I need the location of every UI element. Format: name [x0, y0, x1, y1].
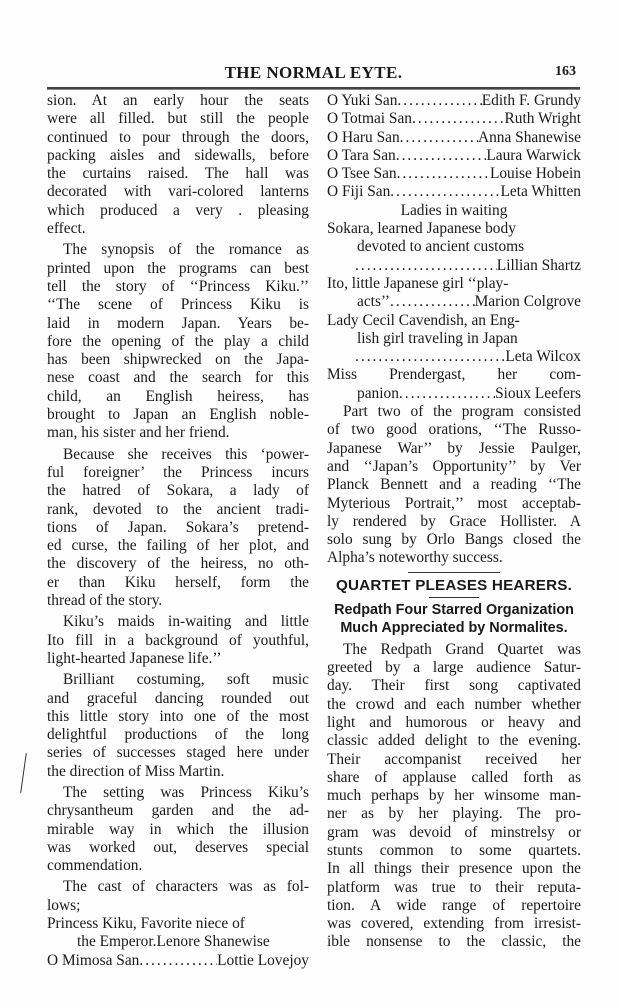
- paragraph-costuming: [47, 671, 309, 781]
- text-line: ful foreigner’ the Princess incurs: [47, 463, 309, 481]
- paragraph-setting: [47, 784, 309, 875]
- text-line: The synopsis of the romance as: [63, 241, 309, 259]
- headline-divider: [429, 597, 479, 598]
- cast-entry: [327, 183, 581, 201]
- left-column: [47, 92, 309, 970]
- cast-role: O Tara San: [327, 146, 396, 164]
- text-line: thread of the story.: [47, 592, 163, 610]
- text-line: decorated with vari-colored lanterns: [47, 183, 309, 201]
- text-line: ed curse, the failing of her plot, and: [47, 537, 309, 555]
- cast-entry: [327, 110, 581, 128]
- article-body: [327, 641, 581, 952]
- text-line: ‘‘The scene of Princess Kiku is: [47, 296, 309, 314]
- section-divider: [408, 572, 500, 573]
- cast-group-label: Ladies in waiting: [400, 201, 508, 219]
- text-line: Brilliant costuming, soft music: [63, 671, 309, 689]
- text-line: day. Their first song captivated: [327, 677, 581, 695]
- text-line: The setting was Princess Kiku’s: [63, 783, 309, 801]
- text-line: effect.: [47, 220, 86, 238]
- cast-role: Sokara, learned Japanese body: [327, 220, 516, 238]
- journal-title: THE NORMAL EYTE.: [224, 63, 403, 82]
- header-rule: [47, 87, 580, 90]
- text-line: platform was true to their reputa-: [327, 878, 581, 896]
- cast-entry-sokara: [327, 220, 581, 275]
- text-line: ible nonsense to the classic, the: [327, 933, 581, 951]
- paragraph-synopsis: [47, 241, 309, 442]
- cast-role: panion: [357, 384, 399, 402]
- text-line: was worked out, deserves special: [47, 838, 309, 856]
- leader-dots: [139, 952, 217, 970]
- text-line: much perhaps by her winsome man-: [327, 787, 581, 805]
- text-line: delightful productions of the long: [47, 726, 309, 744]
- cast-line: [327, 385, 581, 403]
- text-line: greeted by a large audience Satur-: [327, 659, 581, 677]
- text-line: and ‘‘Japan’s Opportunity’’ by Ver: [327, 457, 581, 475]
- text-line: Myterious Portrait,’’ most acceptab-: [327, 494, 581, 512]
- cast-role: O Yuki San: [327, 92, 398, 109]
- text-line: gram was devoid of minstrelsy or: [327, 823, 581, 841]
- cast-role: O Fiji San: [327, 183, 391, 201]
- text-line: which produced a very . pleasing: [47, 201, 309, 219]
- cast-entry-lady-cecil: [327, 312, 581, 367]
- cast-actor: Anna Shanewise: [477, 128, 581, 146]
- text-line: light and humorous or heavy and: [327, 713, 581, 731]
- page-number: 163: [555, 64, 576, 79]
- running-head: [47, 63, 580, 85]
- cast-role: Lady Cecil Cavendish, an Eng-: [327, 311, 520, 329]
- text-line: brought to Japan an English noble-: [47, 406, 309, 424]
- text-line: Japanese War’’ by Jessie Paulger,: [327, 439, 581, 457]
- text-line: nese coast and the search for this: [47, 369, 309, 387]
- cast-actor: Lenore Shanewise: [156, 933, 270, 951]
- text-line: of two good orations, ‘‘The Russo-: [327, 421, 581, 439]
- text-line: er than Kiku herself, form the: [47, 573, 309, 591]
- leader-dots: [397, 92, 481, 110]
- text-line: stunts common to some quartets.: [327, 841, 581, 859]
- text-line: ly rendered by Grace Hollister. A: [327, 512, 581, 530]
- text-line: fore the opening of the play a child: [47, 332, 309, 350]
- leader-dots: [397, 165, 490, 183]
- article-headline: QUARTET PLEASES HEARERS.: [335, 576, 573, 594]
- cast-actor: Louise Hobein: [489, 165, 581, 183]
- text-line: The Redpath Grand Quartet was: [343, 640, 581, 658]
- cast-line: [327, 293, 581, 311]
- paragraph-cast-intro: [47, 878, 309, 915]
- cast-line: [327, 348, 581, 366]
- cast-role: Miss Prendergast, her com-: [327, 366, 581, 384]
- leader-dots: [396, 147, 487, 165]
- cast-actor: Lillian Shartz: [496, 256, 581, 274]
- cast-role: O Totmai San: [327, 110, 412, 128]
- text-line: Part two of the program consisted: [343, 403, 581, 421]
- text-line: laid in modern Japan. Years be-: [47, 314, 309, 332]
- text-line: man, his sister and her friend.: [47, 424, 230, 442]
- text-line: Ito fill in a background of youthful,: [47, 631, 309, 649]
- paragraph-plot: [47, 446, 309, 611]
- cast-entry: [47, 952, 309, 970]
- text-line: In all things their presence upon the: [327, 860, 581, 878]
- text-line: tions of Japan. Sokara’s pretend-: [47, 518, 309, 536]
- paragraph-part-two: [327, 403, 581, 568]
- cast-role: Ito, little Japanese girl ‘‘play-: [327, 274, 509, 292]
- cast-actor: Sioux Leefers: [495, 384, 581, 402]
- text-line: were all filled. but still the people: [47, 110, 309, 128]
- cast-actor: Laura Warwick: [486, 146, 581, 164]
- cast-actor: Leta Wilcox: [505, 348, 581, 366]
- cast-role: O Mimosa San: [47, 951, 140, 969]
- cast-line: [327, 257, 581, 275]
- article-subhead: Much Appreciated by Normalites.: [340, 620, 568, 637]
- text-line: The cast of characters was as fol-: [63, 878, 309, 896]
- text-line: was covered, extending from irresist-: [327, 915, 581, 933]
- text-line: the discovery of the heiress, no oth-: [47, 555, 309, 573]
- text-line: has been shipwrecked on the Japa-: [47, 351, 309, 369]
- text-line: sion. At an early hour the seats: [47, 92, 309, 109]
- leader-dots: [355, 348, 505, 366]
- paragraph-maids: [47, 613, 309, 668]
- article-subhead: Redpath Four Starred Organization: [334, 601, 574, 618]
- cast-actor: Lottie Lovejoy: [217, 951, 309, 969]
- text-line: series of successes staged here under: [47, 744, 309, 762]
- text-line: the curtains raised. The hall was: [47, 165, 309, 183]
- cast-line: [47, 933, 309, 951]
- article-quartet: [327, 576, 581, 952]
- cast-entry: [327, 165, 581, 183]
- text-line: this little story into one of the most: [47, 707, 309, 725]
- text-line: solo sung by Orlo Bangs closed the: [327, 531, 581, 549]
- cast-role: O Haru San: [327, 128, 400, 146]
- right-column: [327, 92, 581, 952]
- text-line: lows;: [47, 896, 81, 914]
- cast-role: lish girl traveling in Japan: [357, 329, 518, 347]
- text-line: classic added delight to the evening.: [327, 732, 581, 750]
- leader-dots: [412, 110, 505, 128]
- text-line: tion. A wide range of repertoire: [327, 896, 581, 914]
- leader-dots: [355, 257, 497, 275]
- cast-role: O Tsee San: [327, 165, 397, 183]
- cast-entry: [327, 92, 581, 110]
- text-line: chrysantheum garden and the ad-: [47, 802, 309, 820]
- cast-role: the Emperor.: [77, 933, 157, 951]
- cast-actor: Edith F. Grundy: [481, 92, 581, 109]
- leader-dots: [390, 183, 500, 201]
- cast-entry: [327, 129, 581, 147]
- text-line: rank, devoted to the ancient tradi-: [47, 500, 309, 518]
- text-line: tell the story of ‘‘Princess Kiku.’’: [47, 277, 309, 295]
- cast-actor: Marion Colgrove: [474, 293, 581, 311]
- margin-pencil-mark: [20, 753, 27, 793]
- cast-entry-prendergast: [327, 366, 581, 403]
- text-line: ner as by her playing. The pro-: [327, 805, 581, 823]
- text-line: mirable way in which the illusion: [47, 820, 309, 838]
- text-line: Their accompanist received her: [327, 750, 581, 768]
- cast-entry-ito: [327, 275, 581, 312]
- text-line: Planck Bennett and a reading ‘‘The: [327, 476, 581, 494]
- leader-dots: [390, 293, 475, 311]
- leader-dots: [399, 385, 495, 403]
- cast-role: acts’’: [357, 293, 391, 311]
- cast-entry: [47, 915, 309, 952]
- cast-actor: Ruth Wright: [504, 110, 581, 128]
- text-line: the crowd and each number whether: [327, 695, 581, 713]
- text-line: continued to pour through the doors,: [47, 128, 309, 146]
- text-line: Because she receives this ‘power-: [63, 445, 309, 463]
- text-line: child, an English heiress, has: [47, 387, 309, 405]
- text-line: light-hearted Japanese life.’’: [47, 649, 222, 667]
- text-line: printed upon the programs can best: [47, 259, 309, 277]
- paragraph-opening: [47, 92, 309, 238]
- leader-dots: [400, 129, 478, 147]
- text-line: commendation.: [47, 857, 143, 875]
- cast-role: Princess Kiku, Favorite niece of: [47, 915, 245, 933]
- text-line: and graceful dancing rounded out: [47, 689, 309, 707]
- text-line: Kiku’s maids in-waiting and little: [63, 613, 309, 631]
- text-line: share of applause called forth as: [327, 768, 581, 786]
- text-line: the direction of Miss Martin.: [47, 762, 225, 780]
- text-line: packing aisles and sidewalls, before: [47, 146, 309, 164]
- cast-actor: Leta Whitten: [500, 183, 581, 201]
- cast-entry: [327, 147, 581, 165]
- cast-role: devoted to ancient customs: [357, 238, 525, 256]
- text-line: Alpha’s noteworthy success.: [327, 549, 503, 567]
- text-line: the hatred of Sokara, a lady of: [47, 482, 309, 500]
